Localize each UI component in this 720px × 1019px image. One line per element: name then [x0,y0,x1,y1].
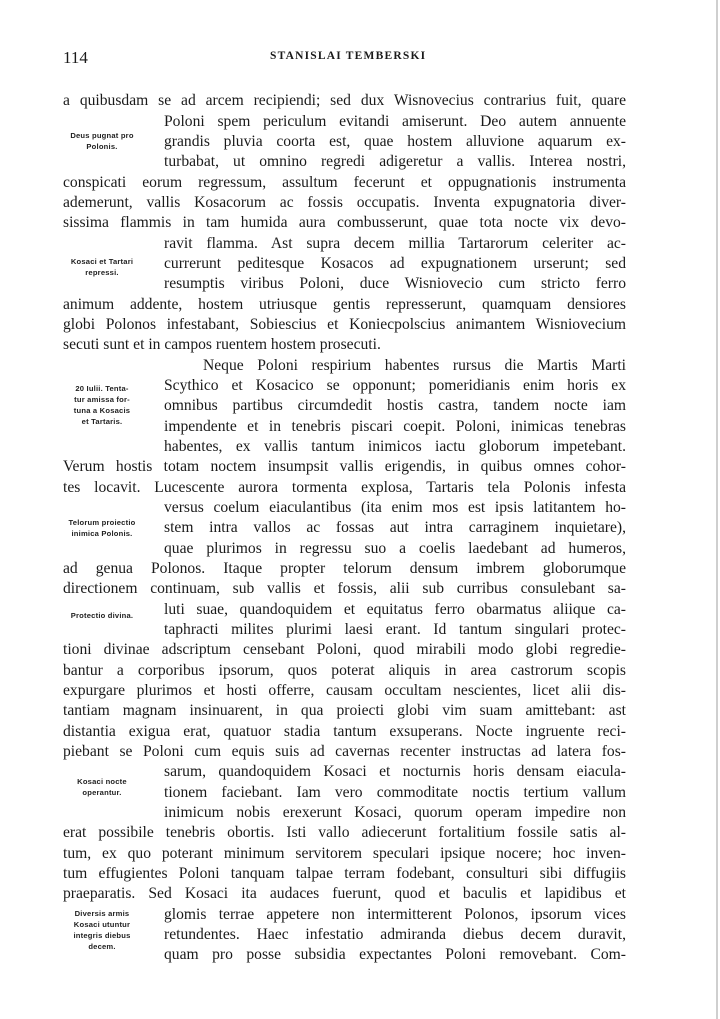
text-line: globi Polonos infestabant, Sobiescius et Koniecpolscius animantem Wisniovecium [63,316,626,333]
text-line: turbabat, ut omnino regredi adigeretur a vallis. Interea nostri, [164,153,626,170]
page-number: 114 [63,48,88,67]
text-line: ravit flamma. Ast supra decem millia Tartarorum celeriter ac- [164,235,626,252]
marginal-note: Kosaci et Tartari repressi. [70,257,134,277]
text-line: retundentes. Haec infestatio admiranda diebus decem duravit, [164,926,626,943]
text-line: sarum, quandoquidem Kosaci et nocturnis horis densam eiacula- [164,763,626,780]
text-line: tionem faciebant. Iam vero commoditate noctis tertium vallum [164,784,626,801]
text-line: luti suae, quandoquidem et equitatus ferro obarmatus aliique ca- [164,601,626,618]
text-line: piebant se Poloni cum equis suis ad cavernas recenter instructas ad latera fos- [63,743,626,760]
text-line: tum, ex quo poterant minimum servitorem speculari ipsique nocere; hoc inven- [63,845,626,862]
page-edge-shadow [716,0,718,1019]
text-line: Scythico et Kosacico se opponunt; pomeridianis enim horis ex [164,377,626,394]
text-line: omnibus partibus circumdedit hostis castra, tandem nocte iam [164,397,626,414]
text-line: directionem continuam, sub vallis et fossis, alii sub curribus consulebant sa- [63,580,626,597]
text-line: Poloni spem periculum evitandi amiserunt. Deo autem annuente [164,113,626,130]
text-line: impendente et in tenebris piscari coepit. Poloni, inimicas tenebras [164,418,626,435]
text-line: currerunt peditesque Kosacos ad expugnationem urserunt; sed [164,255,626,272]
text-line: tes locavit. Lucescente aurora tormenta explosa, Tartaris tela Polonis infesta [63,479,626,496]
marginal-note: Deus pugnat pro Polonis. [70,131,134,151]
text-line: expurgare plurimos et hosti offerre, causam occultam nescientes, licet alii dis- [63,682,626,699]
text-line: tioni divinae adscriptum censebant Poloni, quod mirabili modo globi regredie- [63,641,626,658]
text-line: distantia exigua erat, quatuor stadia tantum exsuperans. Nocte ingruente reci- [63,723,626,740]
marginal-note: Kosaci nocte operantur. [77,777,127,797]
marginal-note: Diversis armis Kosaci utuntur integris diebus decem. [73,909,131,951]
text-line: glomis terrae appetere non intermitterent Polonos, ipsorum vices [164,906,626,923]
text-line: quae plurimos in regressu suo a coelis laedebant ad humeros, [164,540,626,557]
text-line: ademerunt, vallis Kosacorum ac fossis occupatis. Inventa expugnatoria diver- [63,194,626,211]
text-line: conspicati eorum regressum, assultum fecerunt et oppugnationis instrumenta [63,174,626,191]
text-line: quam pro posse subsidia expectantes Poloni removebant. Com- [164,946,626,963]
text-line: sissima flammis in tam humida aura combusserunt, quae tota nocte vix devo- [63,214,626,231]
text-line: grandis pluvia coorta est, quae hostem alluvione aquarum ex- [164,133,626,150]
text-line: a quibusdam se ad arcem recipiendi; sed dux Wisnovecius contrarius fuit, quare [63,92,626,109]
text-line: bantur a corporibus ipsorum, quos poterat aliquis in area castrorum scopis [63,662,626,679]
marginal-note: Telorum proiectio inimica Polonis. [68,518,136,538]
text-line: praeparatis. Sed Kosaci ita audaces fuerunt, quod et baculis et lapidibus et [63,885,626,902]
text-line: habentes, ex vallis tantum inimicos iactu globorum impetebant. [164,438,626,455]
text-line: animum addente, hostem utriusque gentis represserunt, quamquam densiores [63,296,626,313]
text-line: stem intra vallos ac fossas aut intra carraginem inquietare), [164,519,626,536]
text-line: Neque Poloni respirium habentes rursus die Martis Marti [203,357,626,374]
marginal-note: 20 Iulii. Tenta- tur amissa for- tuna a Kosacis et Tartaris. [73,384,131,426]
text-line: Verum hostis totam noctem insumpsit vallis erigendis, in quibus omnes cohor- [63,458,626,475]
text-line: ad genua Polonos. Itaque propter telorum densum imbrem globorumque [63,560,626,577]
text-line: inimicum nobis erexerunt Kosaci, quorum operam impedire non [164,804,626,821]
text-line: tum effugientes Poloni tanquam talpae terram fodebant, consulturi sibi diffugiis [63,865,626,882]
running-head: STANISLAI TEMBERSKI [270,50,427,62]
text-line: resumptis viribus Poloni, duce Wisniovecio cum stricto ferro [164,275,626,292]
marginal-note: Protectio divina. [70,611,134,620]
text-line: taphracti milites plurimi laesi erant. Id tantum singulari protec- [164,621,626,638]
text-line: versus coelum eiaculantibus (ita enim mos est ipsis latitantem ho- [164,499,626,516]
text-line: tantiam magnam insinuarent, in qua proiecti globi vim suam amittebant: ast [63,702,626,719]
text-line: secuti sunt et in campos ruentem hostem prosecuti. [63,336,381,353]
text-line: erat possibile tenebris obortis. Isti vallo adiecerunt fortalitium fossile satis al- [63,824,626,841]
